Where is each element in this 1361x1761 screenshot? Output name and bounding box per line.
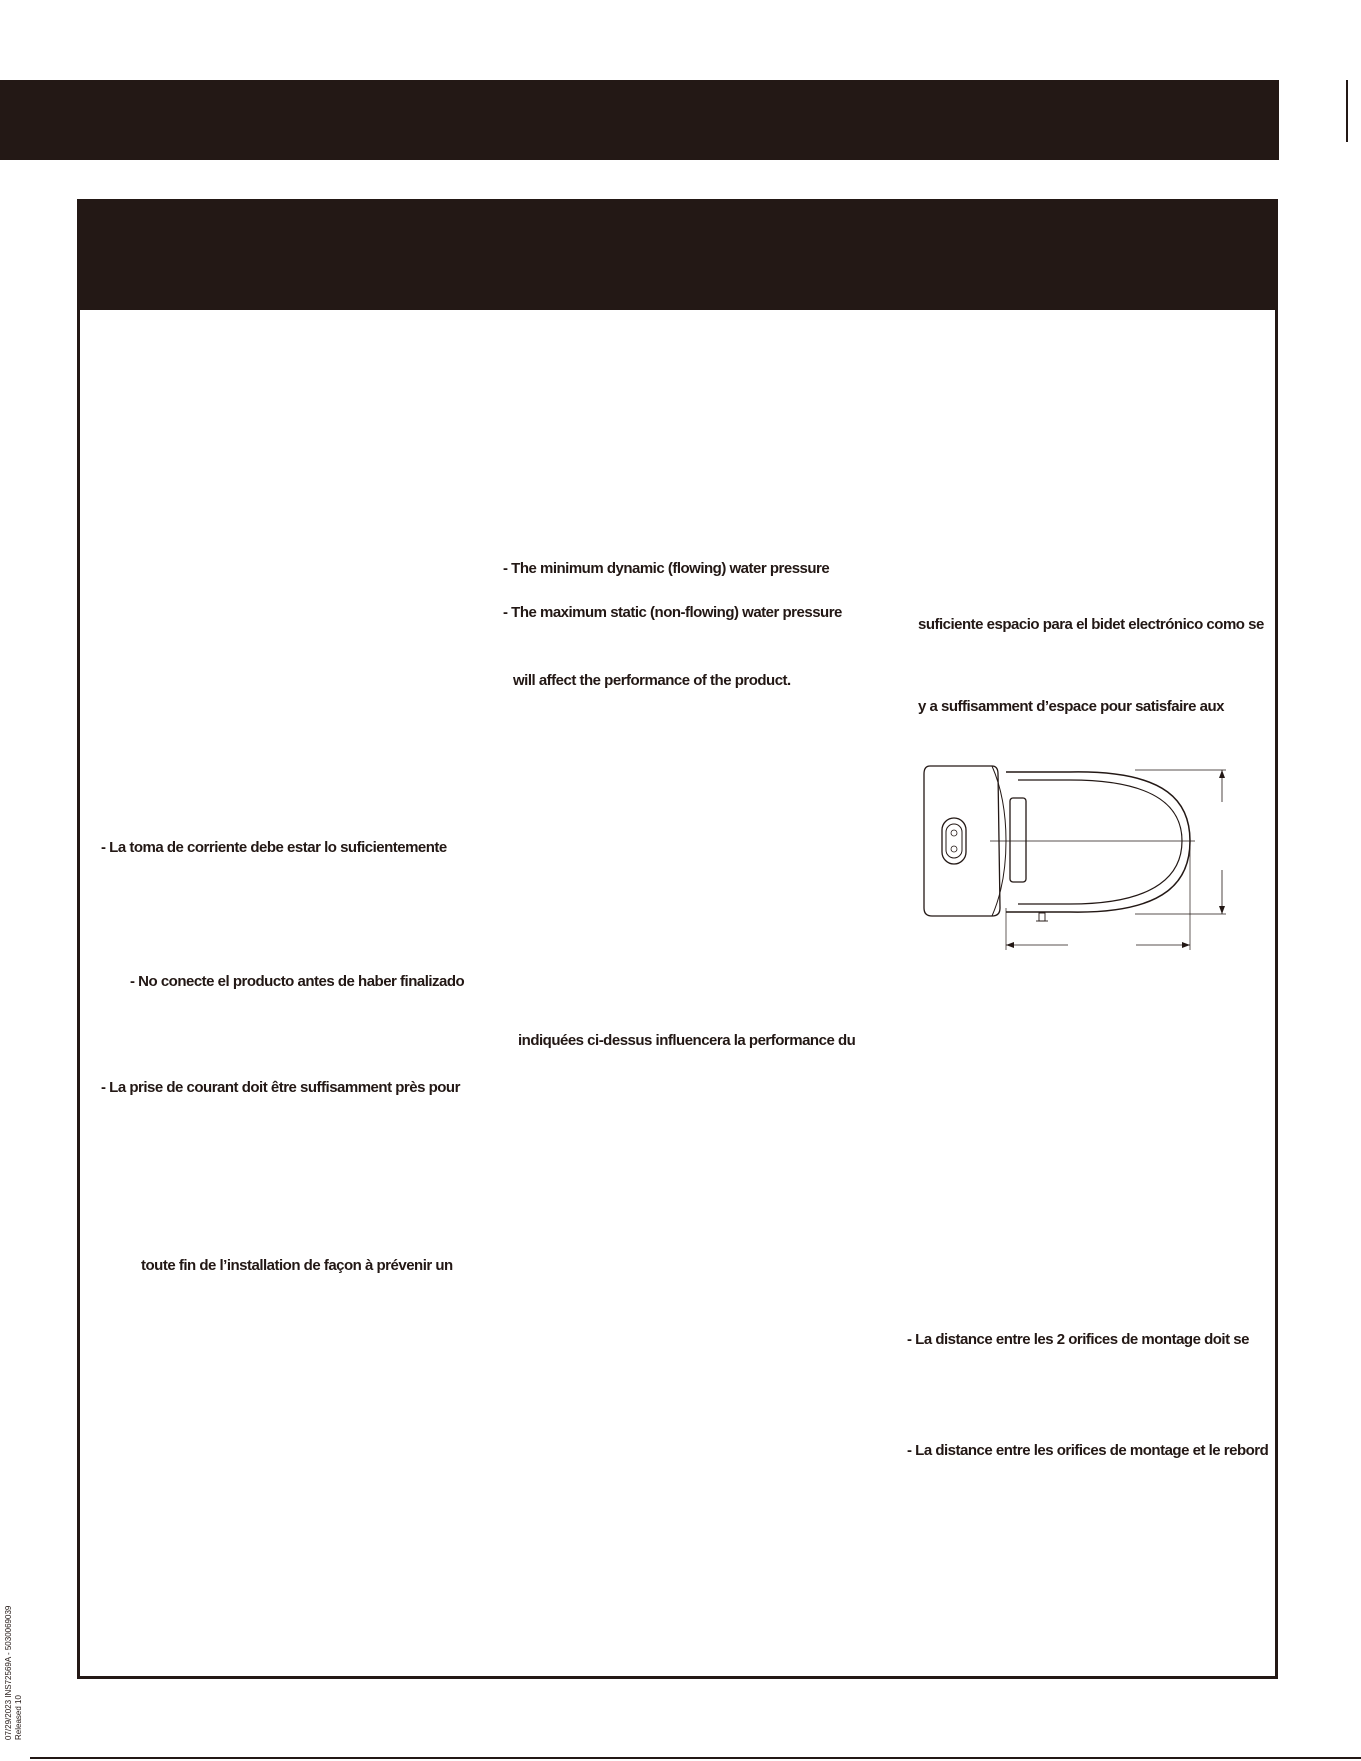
document-code: [4, 1606, 24, 1740]
fr-distance-rim-text: - La distance entre les orifices de montage et le rebord: [907, 1442, 1269, 1459]
es-space-text: suficiente espacio para el bidet electrónico como se: [918, 616, 1264, 633]
header-bar: [0, 80, 1279, 160]
fr-affect-text: indiquées ci-dessus influencera la performance du: [518, 1032, 856, 1049]
document-code-line: 07/29/2023 INS72569A - 5030069039: [4, 1605, 13, 1740]
fr-space-text: y a suffisamment d’espace pour satisfaire aux: [918, 698, 1224, 715]
edge-mark: [1346, 80, 1348, 142]
frame-header: [80, 202, 1275, 310]
fr-distance-holes-text: - La distance entre les 2 orifices de montage doit se: [907, 1331, 1249, 1348]
revision-line: Released 10: [14, 1695, 23, 1740]
es-connect-text: - No conecte el producto antes de haber finalizado: [130, 973, 465, 990]
en-max-pressure-text: - The maximum static (non-flowing) water pressure: [503, 604, 842, 621]
bidet-seat-dimension-diagram: [920, 758, 1232, 954]
fr-outlet-text: - La prise de courant doit être suffisamment près pour: [101, 1079, 460, 1096]
fr-install-text: toute fin de l’installation de façon à prévenir un: [141, 1257, 453, 1274]
footer-rule: [30, 1757, 1361, 1759]
en-affect-text: will affect the performance of the product.: [513, 672, 791, 689]
es-outlet-text: - La toma de corriente debe estar lo suficientemente: [101, 839, 447, 856]
en-min-pressure-text: - The minimum dynamic (flowing) water pressure: [503, 560, 830, 577]
